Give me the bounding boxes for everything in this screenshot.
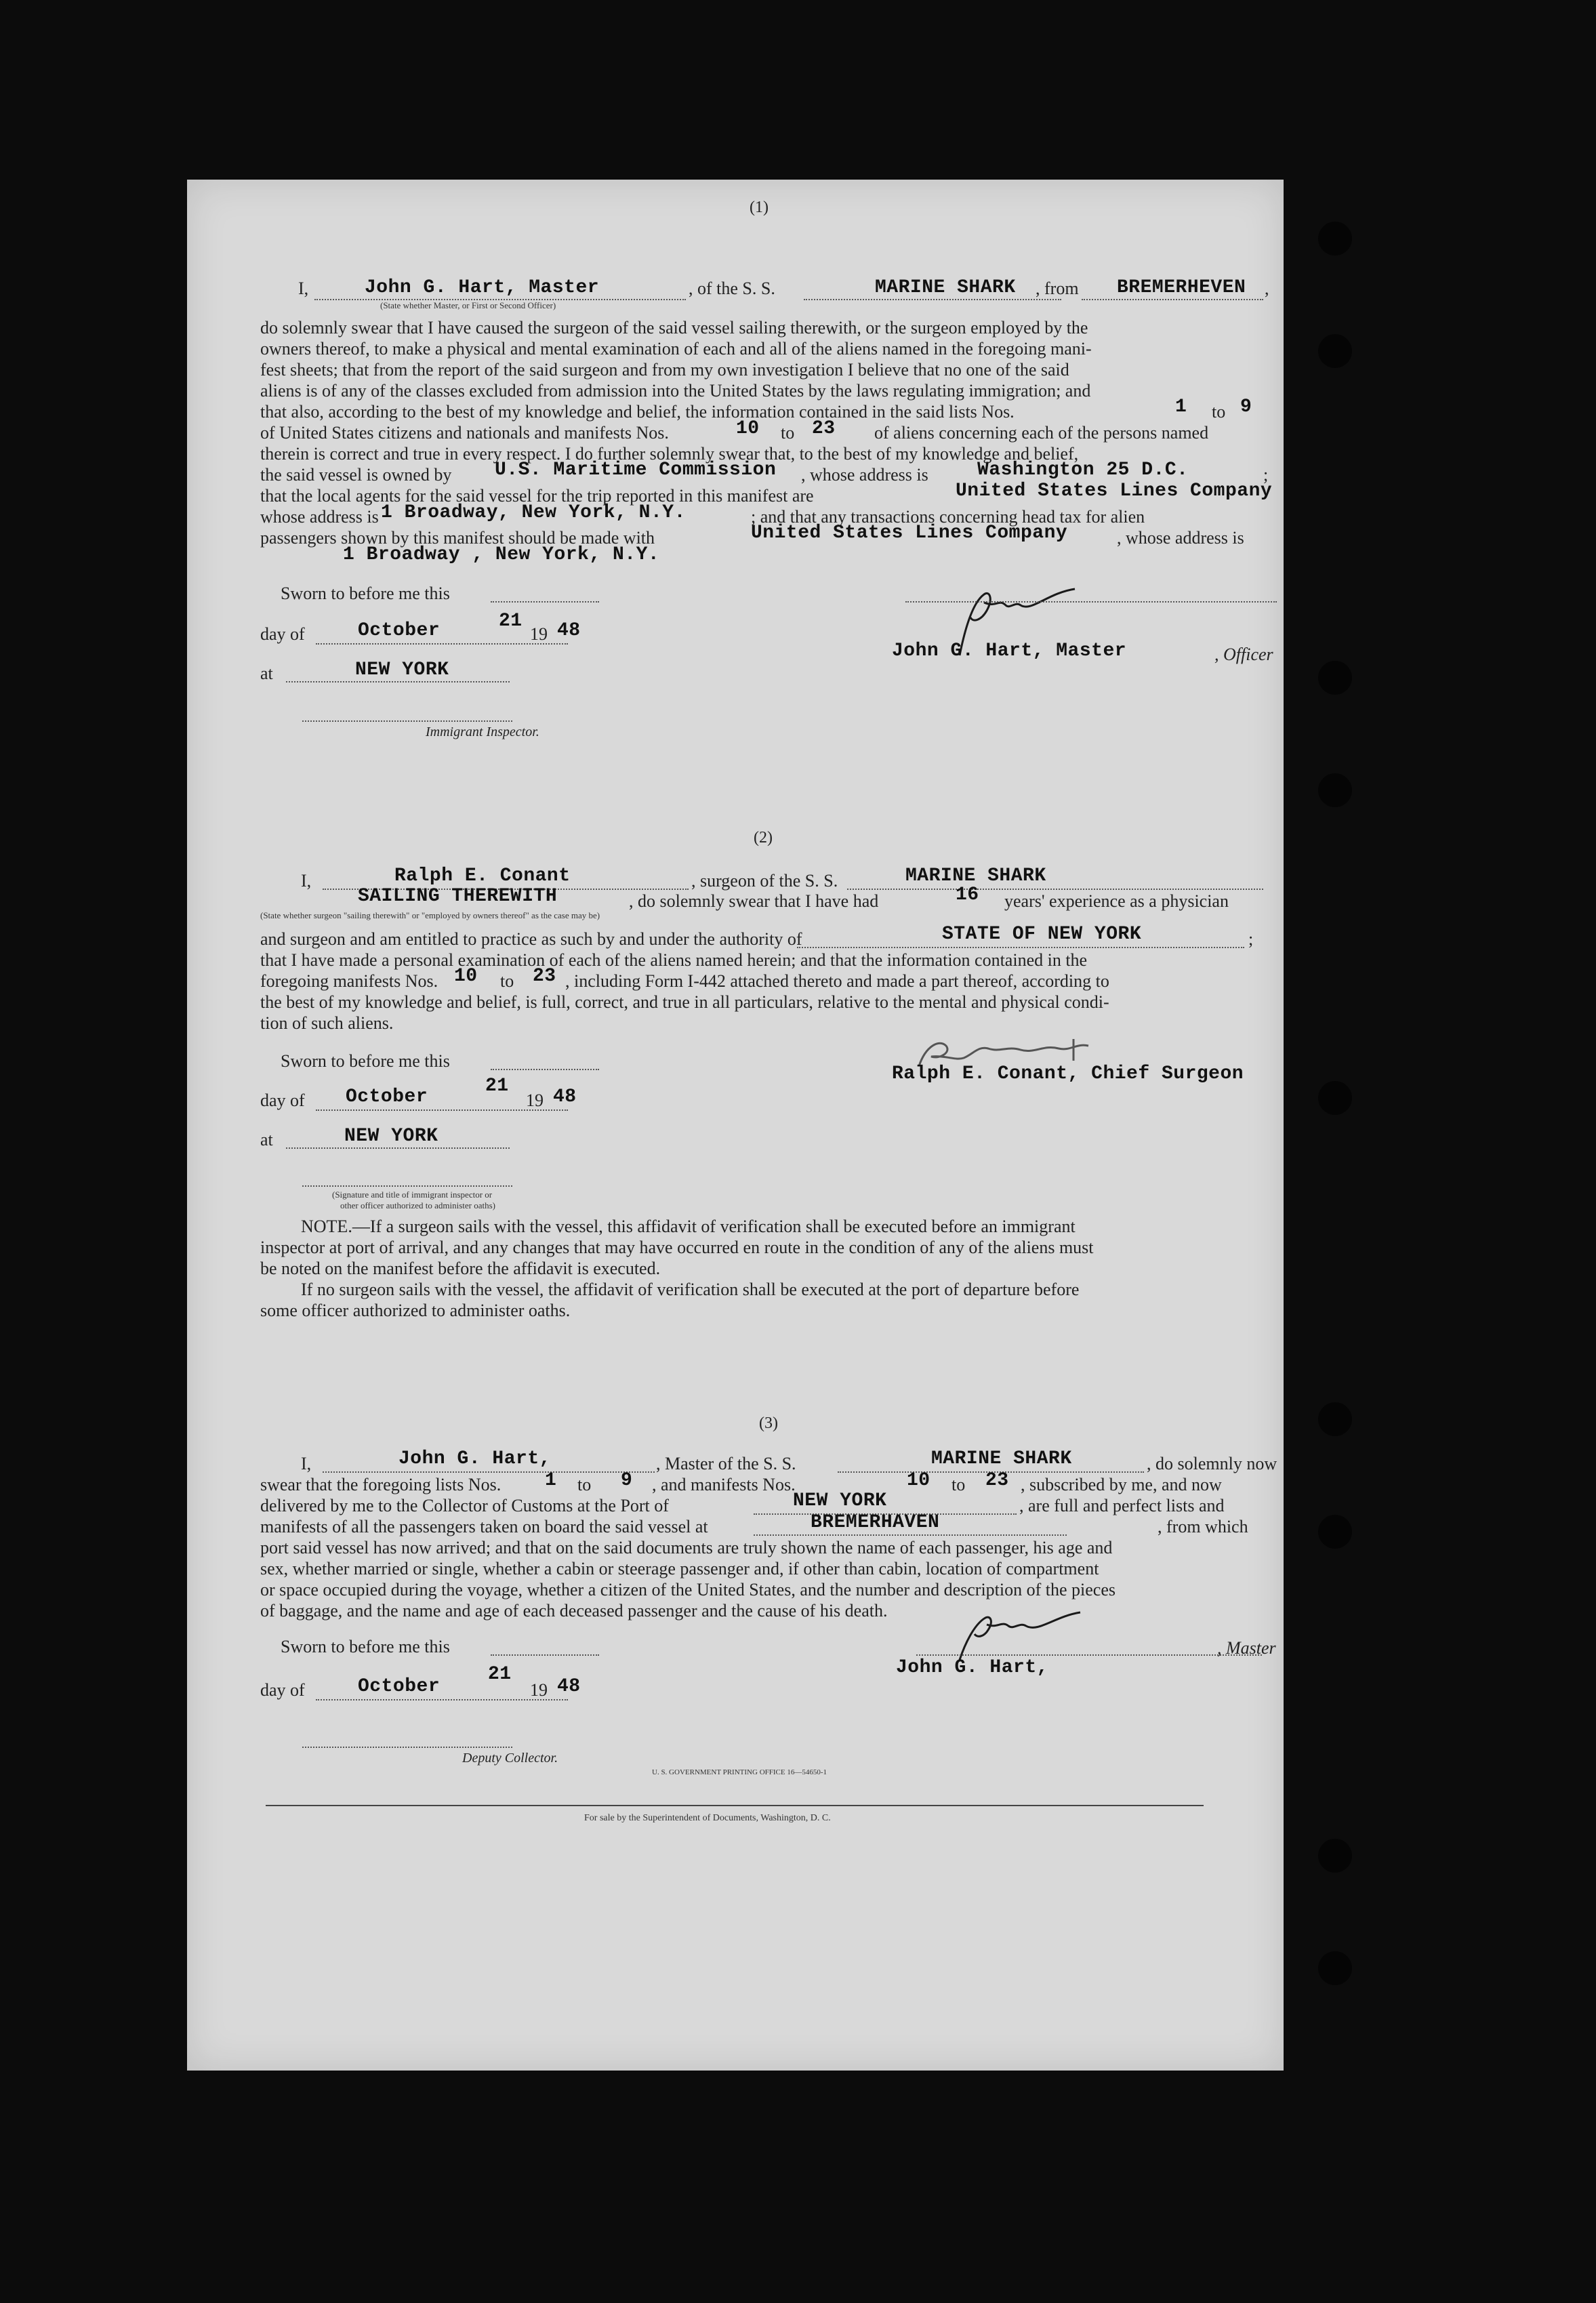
s2-day: 21 [485,1076,509,1097]
s2-manifests-text1: foregoing manifests Nos. [260,971,438,991]
s2-authority-line [797,947,1244,948]
s1-at: at [260,664,273,683]
s3-master-name: John G. Hart, [398,1448,551,1469]
s2-inspector-caption-2: other officer authorized to administer oaths) [340,1200,495,1210]
s3-name-line [323,1471,655,1473]
s1-headtax-address: 1 Broadway , New York, N.Y. [343,544,660,565]
s3-line5: port said vessel has now arrived; and that on the said documents are truly shown the name of each passenger, his age and [260,1538,1113,1557]
s2-status: SAILING THEREWITH [358,886,558,907]
s1-agent-addr-text1: whose address is [260,507,379,527]
s2-note-5: some officer authorized to administer oaths. [260,1301,571,1320]
s3-prefix: I, [301,1454,312,1473]
s2-signer: Ralph E. Conant, Chief Surgeon [892,1063,1244,1084]
punch-hole [1318,334,1352,368]
s2-manifests-from: 10 [454,966,478,987]
s1-sworn-line [491,601,599,603]
s1-para-1: do solemnly swear that I have caused the surgeon of the said vessel sailing therewith, or the surgeon employed by the [260,318,1088,338]
s2-note-3: be noted on the manifest before the affidavit is executed. [260,1259,661,1278]
s2-manifests-to: 23 [533,966,556,987]
s3-sworn: Sworn to before me this [281,1637,450,1656]
s1-agents-text: that the local agents for the said vessel for the trip reported in this manifest are [260,486,814,506]
s1-correct-line: therein is correct and true in every respect. I do further solemnly swear that, to the best of my knowledge and belief, [260,444,1079,464]
s1-agent-addr-text2: ; and that any transactions concerning head tax for alien [751,507,1145,527]
s2-authority-end: ; [1248,929,1254,949]
s3-line6: sex, whether married or single, whether a cabin or steerage passenger and, if other than cabin, location of compartment [260,1559,1099,1578]
s3-port-text2: , are full and perfect lists and [1019,1496,1225,1515]
s3-year-prefix: 19 [530,1680,548,1700]
s1-agent-address: 1 Broadway, New York, N.Y. [381,502,686,523]
s3-arrival-port: NEW YORK [793,1490,887,1511]
punch-hole [1318,222,1352,256]
s2-manifests-text2: , including Form I-442 attached thereto and made a part thereof, according to [565,971,1109,991]
s1-lists-text: that also, according to the best of my knowledge and belief, the information contained in the said lists Nos. [260,402,1015,422]
s3-departure-text1: manifests of all the passengers taken on board the said vessel at [260,1517,708,1536]
s1-sworn: Sworn to before me this [281,584,450,603]
s2-years-text2: years' experience as a physician [1004,891,1229,911]
punch-hole [1318,661,1352,695]
s1-lists-from: 1 [1175,396,1187,417]
s3-sworn-line [491,1654,599,1656]
s3-departure-line [754,1534,1067,1536]
s3-lists-from: 1 [545,1470,557,1491]
s3-manifests-to-label: to [952,1475,966,1494]
s3-day: 21 [488,1664,512,1685]
s2-year-prefix: 19 [526,1091,544,1110]
s2-note-4: If no surgeon sails with the vessel, the affidavit of verification shall be executed at the port of departure before [301,1280,1080,1299]
s3-line2-end: , subscribed by me, and now [1021,1475,1222,1494]
s3-port-text1: delivered by me to the Collector of Customs at the Port of [260,1496,669,1515]
s3-lists-to: 9 [621,1470,633,1491]
section-3-number: (3) [759,1414,778,1432]
s2-line4: that I have made a personal examination of each of the aliens named herein; and that the information contained in the [260,950,1088,970]
s3-departure-port: BREMERHAVEN [811,1512,940,1533]
s1-port: BREMERHEVEN [1117,277,1246,298]
s1-headtax-company: United States Lines Company [751,523,1068,544]
s3-departure-text2: , from which [1158,1517,1248,1536]
s2-years-text1: , do solemnly swear that I have had [629,891,879,911]
s3-lists-text1: swear that the foregoing lists Nos. [260,1475,502,1494]
s1-para-3: fest sheets; that from the report of the said surgeon and from my own investigation I believe that no one of the said [260,360,1069,380]
s3-manifests-text: , and manifests Nos. [652,1475,796,1494]
s2-prefix: I, [301,871,312,891]
s2-surgeon-of: , surgeon of the S. S. [691,871,838,891]
punch-hole [1318,1839,1352,1873]
s3-lists-to-label: to [577,1475,592,1494]
s1-manifests-text1: of United States citizens and nationals and manifests Nos. [260,423,669,443]
s2-note-1: NOTE.—If a surgeon sails with the vessel, this affidavit of verification shall be executed before an immigrant [301,1217,1076,1236]
s1-manifests-to-label: to [781,423,795,443]
s1-day-of: day of [260,624,305,644]
s3-master-caption: , Master [1217,1638,1276,1658]
s1-owner-address: Washington 25 D.C. [977,460,1189,481]
s1-master-name: John G. Hart, Master [365,277,600,298]
punch-hole [1318,1951,1352,1985]
s3-signer: John G. Hart, [896,1657,1048,1678]
s2-vessel-line [847,889,1263,890]
s2-note-2: inspector at port of arrival, and any changes that may have occurred en route in the condition of any of the aliens must [260,1238,1094,1257]
s2-manifests-to-label: to [500,971,514,991]
s1-vessel: MARINE SHARK [875,277,1016,298]
s1-vessel-line [804,299,1061,300]
s2-day-of: day of [260,1091,305,1110]
s1-at-line [286,681,510,682]
s2-month: October [346,1086,428,1107]
s1-owner: U.S. Maritime Commission [495,460,777,481]
s1-headtax-text1: passengers shown by this manifest should be made with [260,528,655,548]
s2-place: NEW YORK [344,1126,438,1147]
s3-line7: or space occupied during the voyage, whether a citizen of the United States, and the number and description of the pieces [260,1580,1116,1599]
s1-officer-name: John G. Hart, Master [892,640,1127,661]
s1-signature-line [905,601,1277,603]
punch-hole [1318,1081,1352,1115]
s3-line8: of baggage, and the name and age of each deceased passenger and the cause of his death. [260,1601,888,1621]
section-2-number: (2) [754,829,773,847]
s2-year: 48 [553,1086,577,1107]
s2-inspector-line [302,1185,512,1187]
s2-at-line [286,1147,510,1149]
s1-from-label: , from [1036,279,1079,298]
s1-of-ss: , of the S. S. [689,279,775,298]
s3-line1-end: , do solemnly now [1147,1454,1277,1473]
s1-para-2: owners thereof, to make a physical and mental examination of each and all of the aliens named in the foregoing mani- [260,339,1092,359]
s1-line1-end: , [1265,279,1269,298]
punch-hole [1318,1402,1352,1436]
manifest-page [187,180,1284,2071]
s2-vessel: MARINE SHARK [905,865,1046,886]
s2-years: 16 [956,884,979,905]
s3-signature-line [916,1654,1262,1656]
s1-officer-caption: (State whether Master, or First or Second Officer) [380,300,556,310]
s1-inspector-caption: Immigrant Inspector. [426,725,539,739]
s3-manifests-from: 10 [907,1470,930,1491]
s1-manifests-to: 23 [812,418,836,439]
gpo-imprint: U. S. GOVERNMENT PRINTING OFFICE 16—54650-1 [652,1768,827,1776]
s1-owned-text2: , whose address is [801,465,928,485]
s1-owned-text1: the said vessel is owned by [260,465,452,485]
s3-year: 48 [557,1676,581,1697]
s1-lists-to-label: to [1212,402,1226,422]
punch-hole [1318,1515,1352,1549]
s1-place: NEW YORK [355,659,449,680]
s1-officer-caption-label: , Officer [1214,645,1273,664]
s1-owned-end: ; [1263,465,1269,485]
section-1-number: (1) [750,199,769,216]
s2-at: at [260,1130,273,1149]
s1-prefix: I, [298,279,309,298]
s2-sworn-line [491,1069,599,1070]
s2-authority-text: and surgeon and am entitled to practice as such by and under the authority of [260,929,802,949]
s1-year-prefix: 19 [530,624,548,644]
s1-month: October [358,620,441,641]
s2-status-caption: (State whether surgeon "sailing therewith" or "employed by owners thereof" as the case may be) [260,910,600,920]
s3-manifests-to: 23 [985,1470,1009,1491]
s3-day-of: day of [260,1680,305,1700]
s2-sworn: Sworn to before me this [281,1051,450,1071]
s1-lists-to: 9 [1240,396,1252,417]
s2-line7: tion of such aliens. [260,1013,394,1033]
s2-inspector-caption-1: (Signature and title of immigrant inspector or [332,1189,493,1200]
footer-rule [266,1805,1204,1806]
s1-port-line [1082,299,1263,300]
s1-day: 21 [499,611,523,632]
s3-master-of: , Master of the S. S. [656,1454,796,1473]
s1-headtax-text2: , whose address is [1117,528,1244,548]
s1-year: 48 [557,620,581,641]
sale-notice: For sale by the Superintendent of Documents, Washington, D. C. [584,1813,831,1823]
s1-agent: United States Lines Company [956,481,1273,502]
s2-line6: the best of my knowledge and belief, is full, correct, and true in all particulars, relative to the mental and physical condi- [260,992,1109,1012]
s3-collector-caption: Deputy Collector. [462,1751,558,1766]
s1-para-4: aliens is of any of the classes excluded from admission into the United States by the laws regulating immigration; and [260,381,1091,401]
s2-surgeon-name: Ralph E. Conant [394,865,571,886]
s3-month: October [358,1676,441,1697]
s2-authority: STATE OF NEW YORK [942,924,1142,945]
s1-manifests-text2: of aliens concerning each of the persons named [874,423,1209,443]
s1-manifests-from: 10 [736,418,760,439]
s3-vessel: MARINE SHARK [931,1448,1072,1469]
punch-hole [1318,773,1352,807]
